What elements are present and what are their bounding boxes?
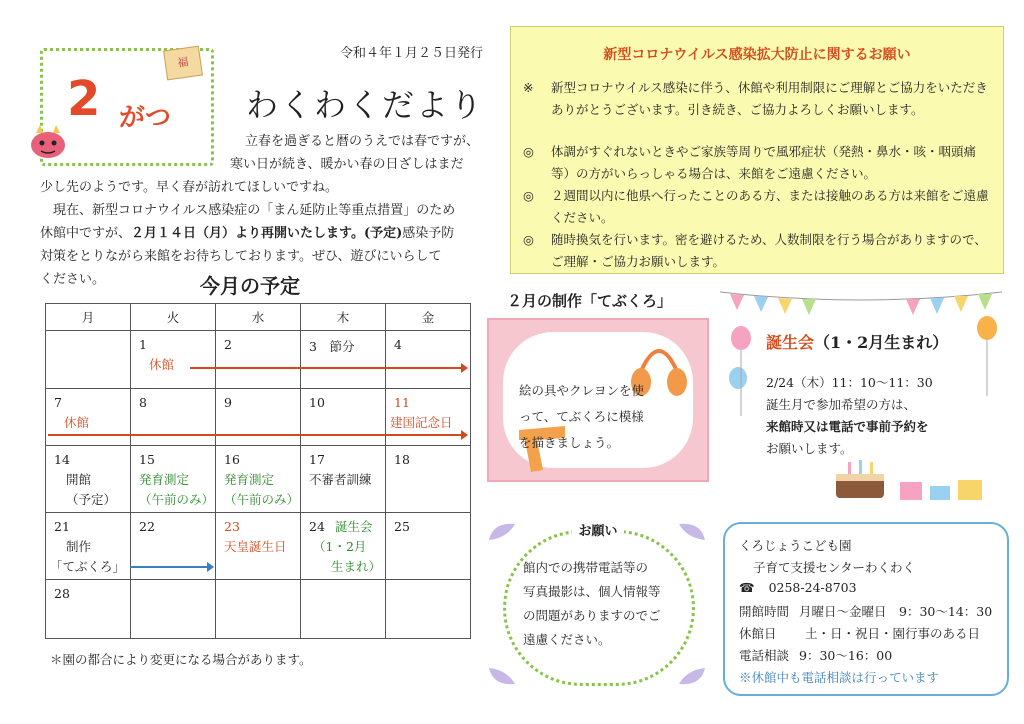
- phone-number: 0258-24-8703: [768, 580, 857, 595]
- event: [139, 470, 214, 510]
- notice-mark: ◎: [523, 144, 534, 159]
- birthday-party-box: [720, 286, 1002, 506]
- date: 21: [54, 519, 70, 534]
- craft-line: って、てぶくろに模様: [519, 409, 644, 424]
- date: 3 節分: [309, 339, 355, 354]
- hours-label: 開館時間: [739, 604, 790, 619]
- notice-item: [523, 229, 991, 273]
- birthday-line: 2/24（木）11：10～11：30: [766, 375, 933, 390]
- event-line: 発育測定: [139, 472, 190, 487]
- birthday-line: お願いします。: [766, 441, 853, 456]
- notice-text: 体調がすぐれないときやご家族等周りで風邪症状（発熱・鼻水・咳・咽頭痛等）の方がいらっしゃる場合は、来館をご遠慮ください。: [551, 144, 977, 181]
- request-title: [487, 520, 709, 539]
- notice-title: 新型コロナウイルス感染拡大防止に関するお願い: [603, 47, 911, 63]
- calendar-cell: [46, 580, 131, 639]
- cake-icon: [830, 454, 890, 502]
- calendar-cell: [216, 446, 301, 513]
- calendar-cell: [131, 446, 216, 513]
- phone-row: [739, 580, 857, 595]
- event: [313, 537, 381, 577]
- calendar-cell: [301, 331, 386, 389]
- closed-period-arrow: [48, 434, 466, 436]
- date: 23: [224, 519, 240, 534]
- date: 9: [224, 395, 232, 410]
- birthday-title-main: 誕生会: [766, 333, 815, 352]
- event: 誕生会: [335, 519, 373, 534]
- notice-text: 随時換気を行います。密を避けるため、人数制限を行う場合がありますので、ご理解・ご協力お願いします。: [551, 232, 987, 269]
- event: 休館: [149, 357, 175, 372]
- reopen-date: ２月１４日（月）より再開いたします。(予定): [131, 226, 403, 241]
- date: 25: [394, 519, 410, 534]
- calendar-cell: [301, 389, 386, 446]
- date: 18: [394, 452, 410, 467]
- request-box: [487, 520, 709, 690]
- calendar-cell: [301, 446, 386, 513]
- intro-line: 現在、新型コロナウイルス感染症の「まん延防止等重点措置」のため: [53, 203, 456, 218]
- calendar-cell: [386, 513, 471, 580]
- date: 22: [139, 519, 155, 534]
- request-line: 写真撮影は、個人情報等: [523, 584, 661, 599]
- balloon-icon: [726, 326, 756, 416]
- event: 天皇誕生日: [224, 539, 287, 554]
- day-header: 火: [131, 304, 216, 331]
- leaf-icon: [677, 666, 707, 688]
- date: 24: [309, 519, 325, 534]
- craft-period-arrow: [130, 566, 212, 568]
- center-name: 子育て支援センターわくわく: [753, 560, 916, 575]
- event: [50, 537, 125, 577]
- calendar-cell: [131, 513, 216, 580]
- birthday-text: [766, 372, 986, 460]
- consult-label: 電話相談: [739, 648, 790, 663]
- date: 2: [224, 337, 232, 352]
- date: 28: [54, 586, 70, 601]
- consult-value: 9：30～16：00: [799, 648, 893, 663]
- schedule-title: 今月の予定: [200, 274, 300, 298]
- event: [224, 470, 299, 510]
- intro-segment: 感染予防: [402, 226, 455, 241]
- event-line: 制作: [66, 539, 92, 554]
- craft-text: [519, 378, 659, 456]
- day-header: 木: [301, 304, 386, 331]
- intro-text: [40, 130, 480, 291]
- consult-row: [739, 646, 892, 664]
- intro-line: 少し先のようです。早く春が訪れてほしいですね。: [40, 180, 338, 195]
- intro-line: 寒い日が続き、暖かい春の日ざしはまだ: [230, 157, 464, 172]
- schedule-calendar: [45, 303, 471, 639]
- date: 15: [139, 452, 155, 467]
- event-line: （午前のみ）: [139, 492, 215, 507]
- date: 14: [54, 452, 70, 467]
- newsletter-title: わくわくだより: [246, 86, 485, 124]
- date: 8: [139, 395, 147, 410]
- leaf-icon: [487, 666, 517, 688]
- date: 16: [224, 452, 240, 467]
- calendar-cell: [131, 389, 216, 446]
- calendar-cell: [46, 446, 131, 513]
- event-line: （1・2月: [313, 539, 367, 554]
- event-line: 開館: [66, 472, 92, 487]
- closed-row: [739, 624, 980, 642]
- date: 17: [309, 452, 325, 467]
- consult-note: ※休館中も電話相談は行っています: [739, 670, 940, 685]
- request-text: [523, 556, 673, 652]
- notice-mark: ◎: [523, 188, 534, 203]
- day-header: 水: [216, 304, 301, 331]
- calendar-cell: [301, 513, 386, 580]
- event-line: 「てぶくろ」: [50, 559, 126, 574]
- month-number: 2: [67, 71, 101, 127]
- event-line: 発育測定: [224, 472, 275, 487]
- calendar-cell: [301, 580, 386, 639]
- event-line: 生まれ）: [331, 559, 382, 574]
- event: 建国記念日: [390, 415, 453, 430]
- date: 11: [394, 395, 410, 410]
- notice-item: [523, 141, 991, 185]
- intro-line: 立春を過ぎると暦のうえでは春ですが、: [245, 134, 480, 149]
- calendar-cell: [386, 389, 471, 446]
- event: 休館: [64, 415, 90, 430]
- calendar-cell: [46, 331, 131, 389]
- phone-icon: ☎: [739, 580, 755, 595]
- notice-item: [523, 77, 991, 121]
- calendar-cell: [216, 580, 301, 639]
- gift-boxes-icon: [898, 476, 988, 502]
- birthday-title-sub: （1・2月生まれ）: [814, 333, 949, 352]
- notice-mark: ※: [523, 80, 534, 95]
- covid-notice-box: [510, 26, 1004, 274]
- request-line: 遠慮ください。: [523, 632, 611, 647]
- org-name: くろじょうこども園: [739, 538, 852, 553]
- calendar-cell: [46, 513, 131, 580]
- craft-box: [487, 318, 709, 482]
- craft-line: を描きましょう。: [519, 435, 620, 450]
- event-line: （午前のみ）: [224, 492, 300, 507]
- birthday-title: [766, 330, 948, 353]
- calendar-cell: [386, 331, 471, 389]
- hours-value: 月曜日～金曜日 9：30～14：30: [799, 604, 993, 619]
- calendar-cell: [46, 389, 131, 446]
- month-unit: がつ: [119, 103, 172, 133]
- notice-item: [523, 185, 991, 229]
- date: 4: [394, 337, 402, 352]
- intro-line: 対策をとりながら来館をお待ちしております。ぜひ、遊びにいらして: [40, 249, 442, 264]
- ema-plaque-icon: 福: [163, 46, 203, 81]
- calendar-cell: [216, 331, 301, 389]
- calendar-cell: [386, 580, 471, 639]
- schedule-footnote: ＊園の都合により変更になる場合があります。: [50, 652, 312, 667]
- intro-line: ください。: [40, 272, 106, 287]
- contact-box: [723, 522, 1009, 696]
- closed-value: 土・日・祝日・園行事のある日: [805, 626, 981, 641]
- event-line: （予定）: [66, 492, 117, 507]
- calendar-cell: [216, 513, 301, 580]
- calendar-cell: [216, 389, 301, 446]
- date: 10: [309, 395, 325, 410]
- birthday-line: 来館時又は電話で事前予約を: [766, 419, 929, 434]
- request-title-text: お願い: [572, 524, 623, 539]
- birthday-line: 誕生月で参加希望の方は、: [766, 397, 917, 412]
- notice-text: 新型コロナウイルス感染に伴う、休館や利用制限にご理解とご協力をいただきありがとうございます。引き続き、ご協力よろしくお願いします。: [551, 80, 988, 117]
- day-header: 金: [386, 304, 471, 331]
- calendar-cell: [386, 446, 471, 513]
- craft-title: ２月の制作「てぶくろ」: [507, 292, 673, 310]
- bunting-icon: [720, 286, 1002, 316]
- hours-row: [739, 602, 992, 620]
- calendar-cell: [131, 331, 216, 389]
- request-line: の問題がありますのでご: [523, 608, 661, 623]
- notice-mark: ◎: [523, 232, 534, 247]
- event: 不審者訓練: [309, 472, 372, 487]
- request-line: 館内での携帯電話等の: [523, 560, 649, 575]
- day-header: 月: [46, 304, 131, 331]
- date: 7: [54, 395, 62, 410]
- notice-text: ２週間以内に他県へ行ったことのある方、または接触のある方は来館をご遠慮ください。: [551, 188, 989, 225]
- date: 1: [139, 337, 147, 352]
- closed-label: 休館日: [739, 626, 777, 641]
- intro-line: [40, 222, 480, 245]
- event: [66, 470, 116, 510]
- closed-period-arrow: [190, 367, 466, 369]
- issue-date: 令和４年１月２５日発行: [340, 46, 484, 61]
- craft-line: 絵の具やクレヨンを使: [519, 383, 645, 398]
- calendar-cell: [131, 580, 216, 639]
- intro-segment: 休館中ですが、: [40, 226, 132, 241]
